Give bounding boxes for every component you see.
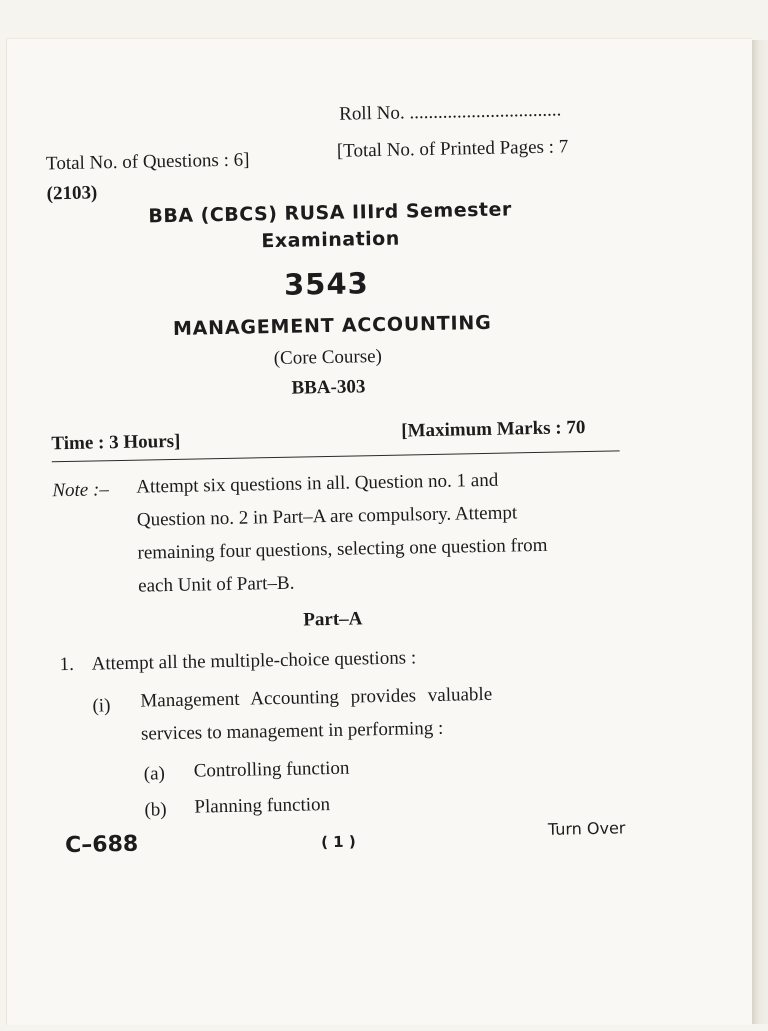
paper-number: 3543 <box>283 266 370 302</box>
option-label: (a) <box>143 763 166 785</box>
note-line: Question no. 2 in Part–A are compulsory. Attempt <box>136 502 518 531</box>
exam-title-line2: Examination <box>261 227 400 253</box>
footer-code: C–688 <box>64 831 139 859</box>
paper-code: (2103) <box>46 182 98 205</box>
turn-over: Turn Over <box>547 818 626 839</box>
question-number: 1. <box>59 653 75 676</box>
roll-no: Roll No. ................................ <box>338 99 562 125</box>
subquestion-line: services to management in performing : <box>140 717 444 745</box>
time-allowed: Time : 3 Hours] <box>51 430 181 455</box>
note-line: Attempt six questions in all. Question no. 1 and <box>136 469 499 498</box>
note-label: Note :– <box>52 479 109 502</box>
option-text: Planning function <box>194 794 331 818</box>
note-text <box>136 461 620 602</box>
part-a-heading: Part–A <box>303 608 363 631</box>
exam-title-line1: BBA (CBCS) RUSA IIIrd Semester <box>148 198 512 228</box>
maximum-marks: [Maximum Marks : 70 <box>401 417 586 442</box>
note-line: each Unit of Part–B. <box>137 572 295 597</box>
subject-title: MANAGEMENT ACCOUNTING <box>172 311 492 340</box>
option-label: (b) <box>144 799 167 821</box>
subquestion-number: (i) <box>92 695 111 717</box>
course-type: (Core Course) <box>273 345 383 370</box>
total-questions: Total No. of Questions : 6] <box>45 149 250 175</box>
option-text: Controlling function <box>193 757 350 782</box>
course-code: BBA-303 <box>291 376 366 399</box>
question-text: Attempt all the multiple-choice questions : <box>91 647 417 675</box>
total-pages: [Total No. of Printed Pages : 7 <box>336 136 569 162</box>
note-line: remaining four questions, selecting one question from <box>137 534 548 564</box>
subquestion-line: Management Accounting provides valuable <box>140 683 493 712</box>
page-number: ( 1 ) <box>320 832 356 852</box>
